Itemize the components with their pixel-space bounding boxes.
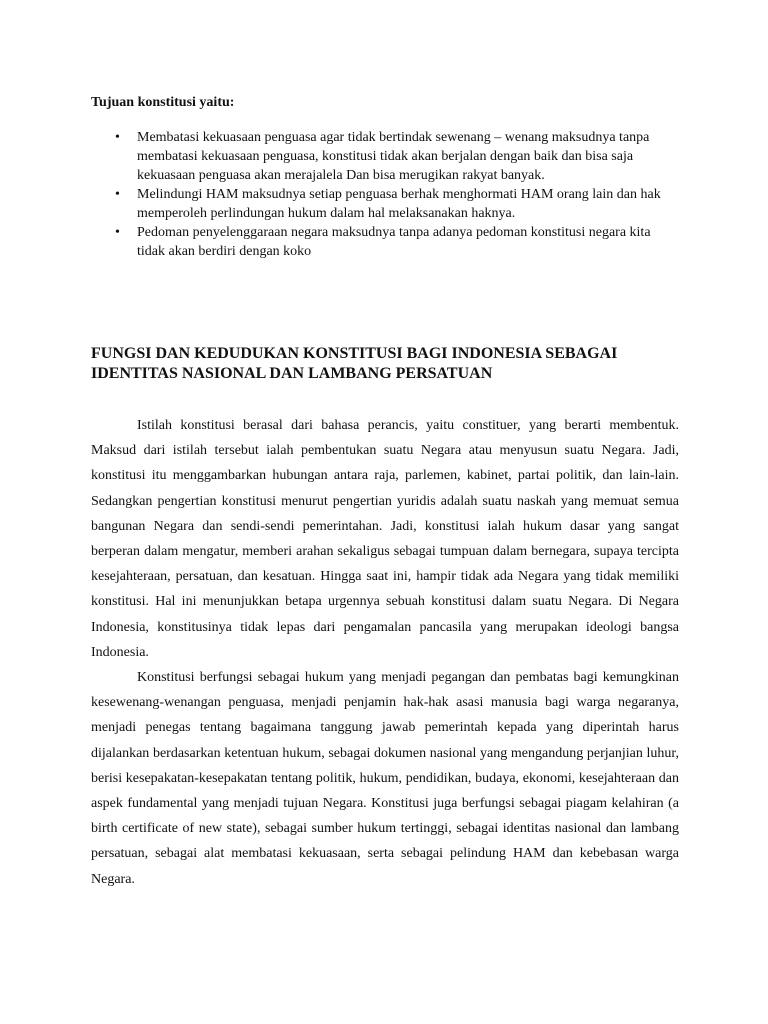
paragraph: Konstitusi berfungsi sebagai hukum yang menjadi pegangan dan pembatas bagi kemungkinan kesewenang-wenangan penguasa, menjadi penjamin hak-hak asasi manusia bagi warga negaranya, menjadi penegas tentang bagaimana tanggung jawab pemerintah kepada yang diperintah harus dijalankan berdasarkan ketentuan hukum, sebagai dokumen nasional yang mengandung perjanjian luhur, berisi kesepakatan-kesepakatan tentang politik, hukum, pendidikan, budaya, ekonomi, kesejahteraan dan aspek fundamental yang menjadi tujuan Negara. Konstitusi juga berfungsi sebagai piagam kelahiran (a birth certificate of new state), sebagai sumber hukum tertinggi, sebagai identitas nasional dan lambang persatuan, sebagai alat membatasi kekuasaan, serta sebagai pelindung HAM dan kebebasan warga Negara. bbox=[91, 670, 679, 887]
section-heading: FUNGSI DAN KEDUDUKAN KONSTITUSI BAGI INDONESIA SEBAGAI IDENTITAS NASIONAL DAN LAMBANG PERSATUAN bbox=[91, 345, 618, 382]
section-label: Tujuan konstitusi yaitu: bbox=[91, 95, 235, 110]
list-item bbox=[91, 128, 681, 185]
list-item-text: Membatasi kekuasaan penguasa agar tidak bertindak sewenang – wenang maksudnya tanpa membatasi kekuasaan penguasa, konstitusi tidak akan berjalan dengan baik dan bisa saja kekuasaan penguasa akan merajalela Dan bisa merugikan rakyat banyak. bbox=[137, 130, 650, 183]
paragraph: Istilah konstitusi berasal dari bahasa perancis, yaitu constituer, yang berarti membentuk. Maksud dari istilah tersebut ialah pembentukan suatu Negara atau menyusun suatu Negara. Jadi, konstitusi itu menggambarkan hubungan antara raja, parlemen, kabinet, partai politik, dan lain-lain. Sedangkan pengertian konstitusi menurut pengertian yuridis adalah suatu naskah yang memuat semua bangunan Negara dan sendi-sendi pemerintahan. Jadi, konstitusi ialah hukum dasar yang sangat berperan dalam mengatur, memberi arahan sekaligus sebagai tumpuan dalam bernegara, supaya tercipta kesejahteraan, persatuan, dan kesatuan. Hingga saat ini, hampir tidak ada Negara yang tidak memiliki konstitusi. Hal ini menunjukkan betapa urgennya sebuah konstitusi dalam suatu Negara. Di Negara Indonesia, konstitusinya tidak lepas dari pengamalan pancasila yang merupakan ideologi bangsa Indonesia. bbox=[91, 418, 679, 660]
bullet-icon: • bbox=[115, 225, 120, 240]
list-item bbox=[91, 185, 681, 223]
bullet-icon: • bbox=[115, 187, 120, 202]
list-item-text: Pedoman penyelenggaraan negara maksudnya tanpa adanya pedoman konstitusi negara kita tidak akan berdiri dengan koko bbox=[137, 225, 651, 259]
body-text bbox=[91, 413, 679, 892]
bullet-icon: • bbox=[115, 130, 120, 145]
list-item bbox=[91, 223, 681, 261]
list-item-text: Melindungi HAM maksudnya setiap penguasa berhak menghormati HAM orang lain dan hak memperoleh perlindungan hukum dalam hal melaksanakan haknya. bbox=[137, 187, 661, 221]
bullet-list bbox=[91, 128, 681, 261]
